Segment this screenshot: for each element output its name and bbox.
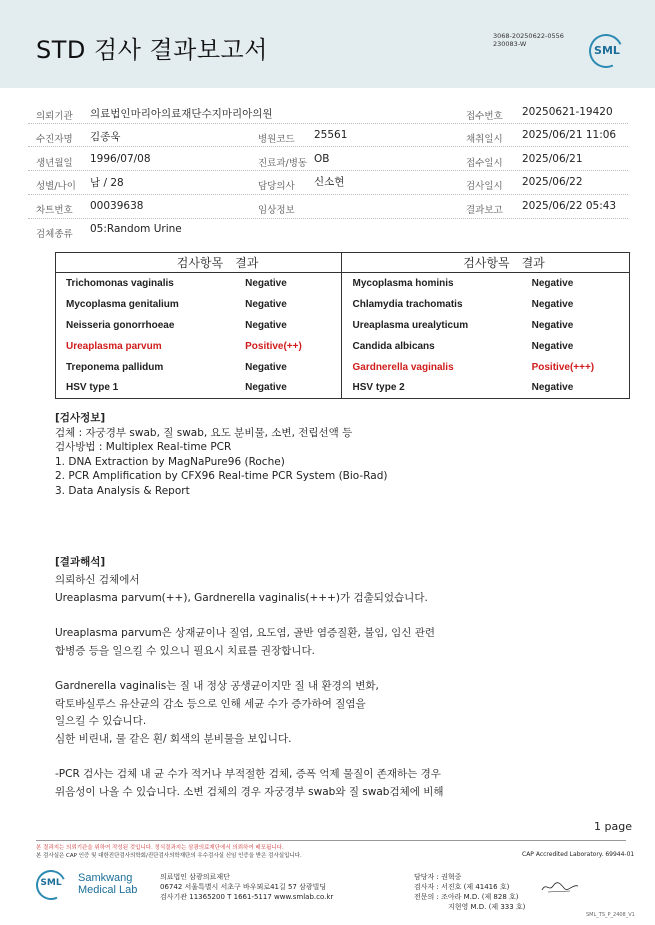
- results-table: [55, 252, 630, 399]
- divider: [28, 146, 628, 147]
- interpretation-heading: [결과해석]: [55, 556, 106, 568]
- page-number: 1 page: [594, 820, 632, 833]
- table-header: 검사항목 결과 검사항목 결과: [56, 253, 630, 273]
- table-row: Neisseria gonorrhoeae Negative Ureaplasma urealyticum Negative: [56, 315, 630, 336]
- sml-logo-mark: SML: [40, 878, 62, 888]
- divider: [28, 170, 628, 171]
- footer-divider: [36, 840, 626, 841]
- dob-value: 1996/07/08: [90, 153, 151, 165]
- table-row: Ureaplasma parvum Positive(++) Candida albicans Negative: [56, 336, 630, 357]
- specimen-value: 05:Random Urine: [90, 223, 182, 235]
- reported-value: 2025/06/22 05:43: [522, 200, 617, 212]
- lab-name: Samkwang Medical Lab: [78, 872, 138, 896]
- dept-value: OB: [314, 153, 330, 165]
- table-row: Treponema pallidum Negative Gardnerella vaginalis Positive(+++): [56, 357, 630, 378]
- signature-icon: [540, 880, 580, 894]
- positive-item: Gardnerella vaginalis: [342, 357, 522, 378]
- test-info-heading: [검사정보]: [55, 412, 106, 424]
- form-code: SML_TS_P_2408_V1: [586, 912, 635, 918]
- hospital-code-value: 25561: [314, 129, 348, 141]
- chart-value: 00039638: [90, 200, 144, 212]
- table-row: Mycoplasma genitalium Negative Chlamydia trachomatis Negative: [56, 294, 630, 315]
- positive-item: Ureaplasma parvum: [66, 340, 162, 352]
- divider: [28, 123, 628, 124]
- test-info-section: [검사정보] 검체 : 자궁경부 swab, 질 swab, 요도 분비물, 소변, 전립선액 등 검사방법 : Multiplex Real-time PCR 1. DNA Extraction by MagNaPure96 (Roche) 2. PCR Amplification by CFX96 Real-time PCR System (Bio-Rad) 3. Data Analysis & Report: [55, 412, 388, 497]
- positive-result: Positive(++): [245, 340, 302, 352]
- divider: [28, 218, 628, 219]
- document-id: 3068-20250622-0556 230083-W: [493, 32, 564, 48]
- positive-result: Positive(+++): [531, 361, 595, 373]
- lab-address: 의료법인 삼광의료재단 06742 서울특별시 서초구 바우뫼로41길 57 삼광빌딩 검사기관 11365200 T 1661-5117 www.smlab.co.kr: [160, 873, 334, 901]
- tested-value: 2025/06/22: [522, 176, 583, 188]
- examinee-value: 김종욱: [90, 131, 121, 143]
- doctor-value: 신소현: [314, 176, 345, 188]
- table-row: HSV type 1 Negative HSV type 2 Negative: [56, 378, 630, 399]
- footer-note: 본 검사실은 CAP 인증 및 대한진단검사의학회/진단검사의학재단의 우수검사실 신임 인증을 받은 검사실입니다.: [36, 853, 302, 859]
- footer-note-red: 본 결과지는 의뢰기관을 위하여 작성된 것입니다. 정식결과지는 삼광의료재단에서 의뢰하여 배포됩니다.: [36, 845, 284, 851]
- receipt-no-value: 20250621-19420: [522, 106, 613, 118]
- report-header: [0, 0, 655, 88]
- institution-value: 의료법인마리아의료재단수지마리아의원: [90, 108, 273, 120]
- received-value: 2025/06/21: [522, 153, 583, 165]
- sex-age-value: 남 / 28: [90, 177, 124, 189]
- table-row: Trichomonas vaginalis Negative Mycoplasma hominis Negative: [56, 273, 630, 294]
- divider: [28, 194, 628, 195]
- sml-logo: SML: [594, 44, 620, 57]
- lab-staff: 담당자 : 권혁중 검사자 : 서진호 (제 41416 호) 전문의 : 조아라 M.D. (제 828 호) 지현영 M.D. (제 333 호): [414, 873, 526, 911]
- cap-accreditation: CAP Accredited Laboratory. 69944-01: [522, 851, 635, 858]
- collected-value: 2025/06/21 11:06: [522, 129, 617, 141]
- report-title: STD 검사 결과보고서: [36, 36, 268, 64]
